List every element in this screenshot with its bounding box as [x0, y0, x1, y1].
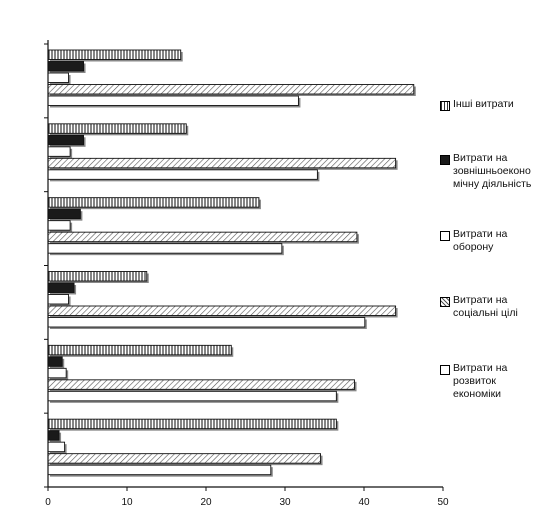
- bar: [48, 391, 336, 401]
- bar: [48, 454, 321, 464]
- bar: [48, 419, 336, 429]
- x-tick-label: 50: [437, 497, 449, 508]
- bar: [48, 209, 80, 219]
- x-tick-label: 30: [279, 497, 291, 508]
- bar: [48, 221, 70, 231]
- legend-swatch-white: [440, 231, 450, 241]
- legend-item-other: [440, 98, 514, 111]
- legend-item-economy: [440, 362, 507, 401]
- legend-swatch-diagonal: [440, 297, 450, 307]
- bar: [48, 283, 74, 293]
- x-tick-label: 20: [200, 497, 212, 508]
- bar: [48, 431, 59, 441]
- bar: [48, 380, 355, 390]
- bar: [48, 295, 69, 305]
- bar: [48, 357, 62, 367]
- bar: [48, 244, 282, 254]
- bar: [48, 124, 186, 134]
- bar: [48, 318, 365, 328]
- bar: [48, 345, 231, 355]
- legend-label: Витрати на соціальні цілі: [453, 294, 518, 319]
- legend-label: Витрати на розвиток економіки: [453, 362, 508, 400]
- bar: [48, 73, 69, 83]
- bar: [48, 272, 147, 282]
- bar: [48, 170, 317, 180]
- bar: [48, 368, 66, 378]
- legend-label: Інші витрати: [453, 98, 514, 110]
- bar: [48, 96, 298, 106]
- legend-item-foreign-econ: [440, 152, 531, 191]
- x-tick-label: 40: [358, 497, 370, 508]
- bar: [48, 62, 84, 72]
- legend-item-social: [440, 294, 518, 320]
- bar: [48, 232, 357, 242]
- bar: [48, 465, 271, 475]
- bar: [48, 85, 414, 95]
- legend-swatch-white: [440, 365, 450, 375]
- bar: [48, 147, 70, 157]
- legend-item-defense: [440, 228, 507, 254]
- bar: [48, 50, 181, 60]
- bar: [48, 158, 396, 168]
- bars-layer: [48, 50, 416, 477]
- x-tick-label: 0: [45, 497, 51, 508]
- legend-label: Витрати на оборону: [453, 228, 508, 253]
- legend-label: Витрати на зовнішньоеконо мічну діяльність: [453, 152, 532, 190]
- bar: [48, 135, 84, 145]
- bar: [48, 198, 259, 208]
- x-tick-label: 10: [121, 497, 133, 508]
- legend-swatch-vertical: [440, 101, 450, 111]
- bar: [48, 442, 65, 452]
- legend-swatch-dark: [440, 155, 450, 165]
- bar: [48, 306, 396, 316]
